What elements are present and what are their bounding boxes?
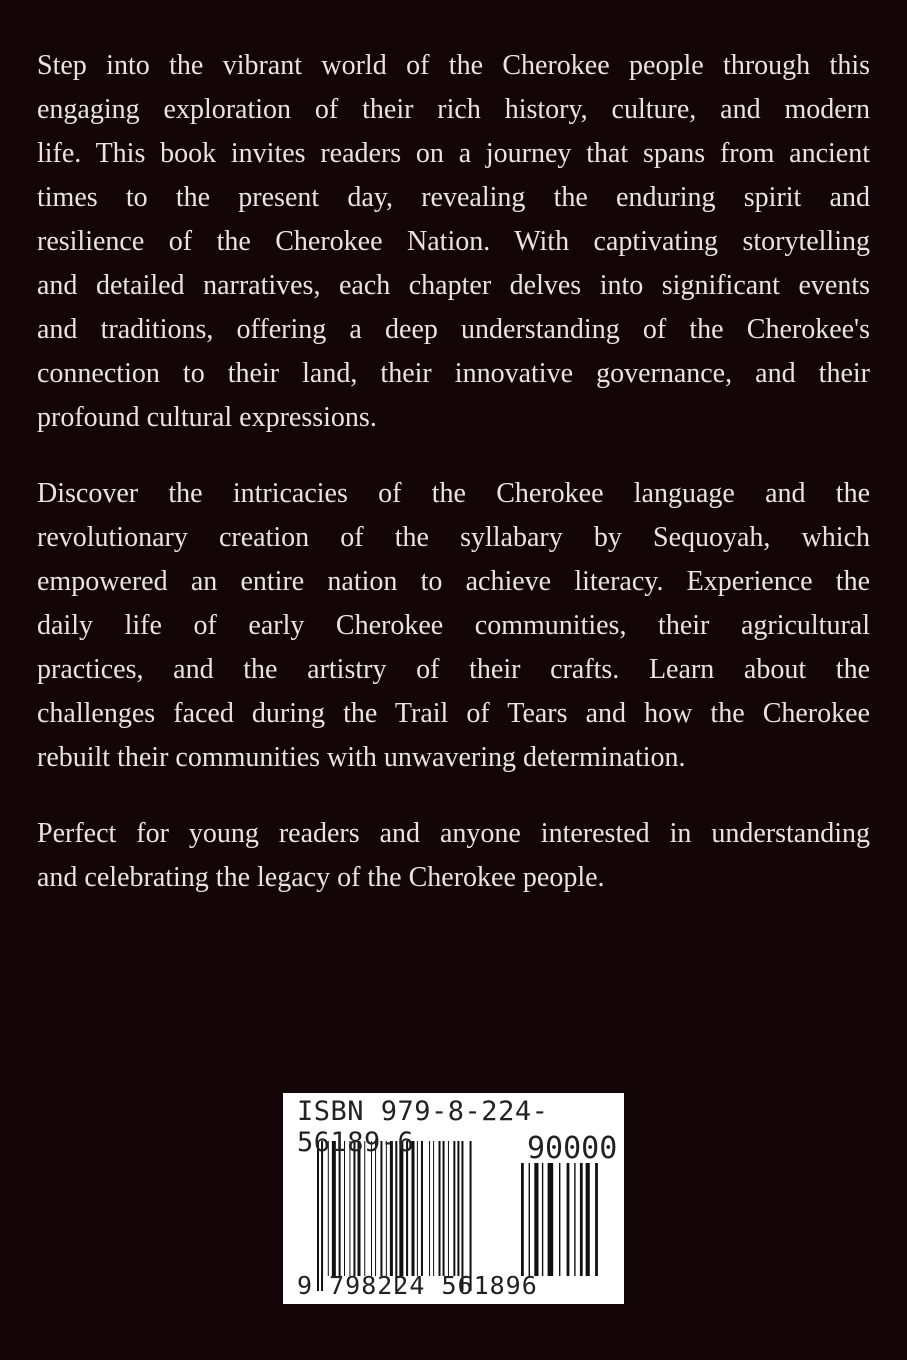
addon-bar (559, 1163, 560, 1276)
addon-bar (567, 1163, 570, 1276)
paragraph-line: challenges faced during the Trail of Tears and how the Cherokee (37, 698, 870, 729)
addon-bar (595, 1163, 598, 1276)
barcode-bar (406, 1141, 408, 1276)
barcode-bar (332, 1141, 336, 1276)
paragraph-line: times to the present day, revealing the enduring spirit and (37, 182, 870, 213)
barcode-bar (439, 1141, 441, 1276)
barcode-bar (375, 1141, 376, 1276)
addon-bar (548, 1163, 554, 1276)
isbn-label: ISBN 979-8-224-56189-6 (297, 1096, 549, 1158)
barcode-bar (317, 1141, 319, 1291)
paragraph-line: rebuilt their communities with unwavering determination. (37, 742, 686, 773)
barcode-digits: 9 798224 561896 (297, 1271, 538, 1300)
paragraph-line: profound cultural expressions. (37, 402, 377, 433)
description-paragraph (37, 812, 870, 900)
price-addon: 90000 (527, 1131, 618, 1166)
description-paragraph (37, 472, 870, 780)
paragraph-line: Step into the vibrant world of the Cherokee people through this (37, 50, 870, 81)
barcode-bar (344, 1141, 345, 1276)
barcode-bar (390, 1141, 393, 1276)
barcode-bar (321, 1141, 323, 1291)
addon-bar (586, 1163, 590, 1276)
paragraph-line: practices, and the artistry of their crafts. Learn about the (37, 654, 870, 685)
paragraph-line: connection to their land, their innovative governance, and their (37, 358, 870, 389)
paragraph-line: resilience of the Cherokee Nation. With captivating storytelling (37, 226, 870, 257)
back-cover-description (37, 44, 870, 932)
barcode-bar (353, 1141, 355, 1276)
barcode-bar (328, 1141, 329, 1276)
addon-bar (542, 1163, 543, 1276)
barcode-bar (443, 1141, 445, 1276)
barcode-bar (470, 1141, 472, 1291)
paragraph-line: and detailed narratives, each chapter delves into significant events (37, 270, 870, 301)
paragraph-line: and traditions, offering a deep understanding of the Cherokee's (37, 314, 870, 345)
barcode-bar (433, 1141, 434, 1276)
paragraph-line: engaging exploration of their rich history, culture, and modern (37, 94, 870, 125)
barcode-bar (349, 1141, 350, 1276)
addon-bar (521, 1163, 524, 1276)
barcode-bar (386, 1141, 387, 1276)
paragraph-line: life. This book invites readers on a journey that spans from ancient (37, 138, 870, 169)
barcode-bar (358, 1141, 361, 1276)
barcode-bar (380, 1141, 382, 1276)
description-paragraph (37, 44, 870, 440)
barcode-bar (457, 1141, 459, 1276)
addon-bar (580, 1163, 583, 1276)
barcode-bar (448, 1141, 449, 1276)
paragraph-line: revolutionary creation of the syllabary by Sequoyah, which (37, 522, 870, 553)
barcode-bar (399, 1141, 403, 1276)
paragraph-line: daily life of early Cherokee communities, their agricultural (37, 610, 870, 641)
paragraph-line: empowered an entire nation to achieve literacy. Experience the (37, 566, 870, 597)
barcode-bar (339, 1141, 341, 1276)
addon-bar (574, 1163, 575, 1276)
isbn-barcode (283, 1093, 624, 1304)
barcode-bar (417, 1141, 418, 1276)
barcode-bar (461, 1141, 463, 1291)
barcode-bar (364, 1141, 365, 1276)
paragraph-line: and celebrating the legacy of the Cherokee people. (37, 862, 605, 893)
barcode-bar (429, 1141, 430, 1276)
barcode-bar (421, 1141, 423, 1276)
paragraph-line: Perfect for young readers and anyone interested in understanding (37, 818, 870, 849)
barcode-bar (412, 1141, 415, 1276)
barcode-bar (395, 1141, 397, 1291)
addon-bar (534, 1163, 538, 1276)
addon-bar (529, 1163, 530, 1276)
paragraph-line: Discover the intricacies of the Cherokee language and the (37, 478, 870, 509)
barcode-bar (371, 1141, 372, 1276)
barcode-bar (453, 1141, 455, 1276)
